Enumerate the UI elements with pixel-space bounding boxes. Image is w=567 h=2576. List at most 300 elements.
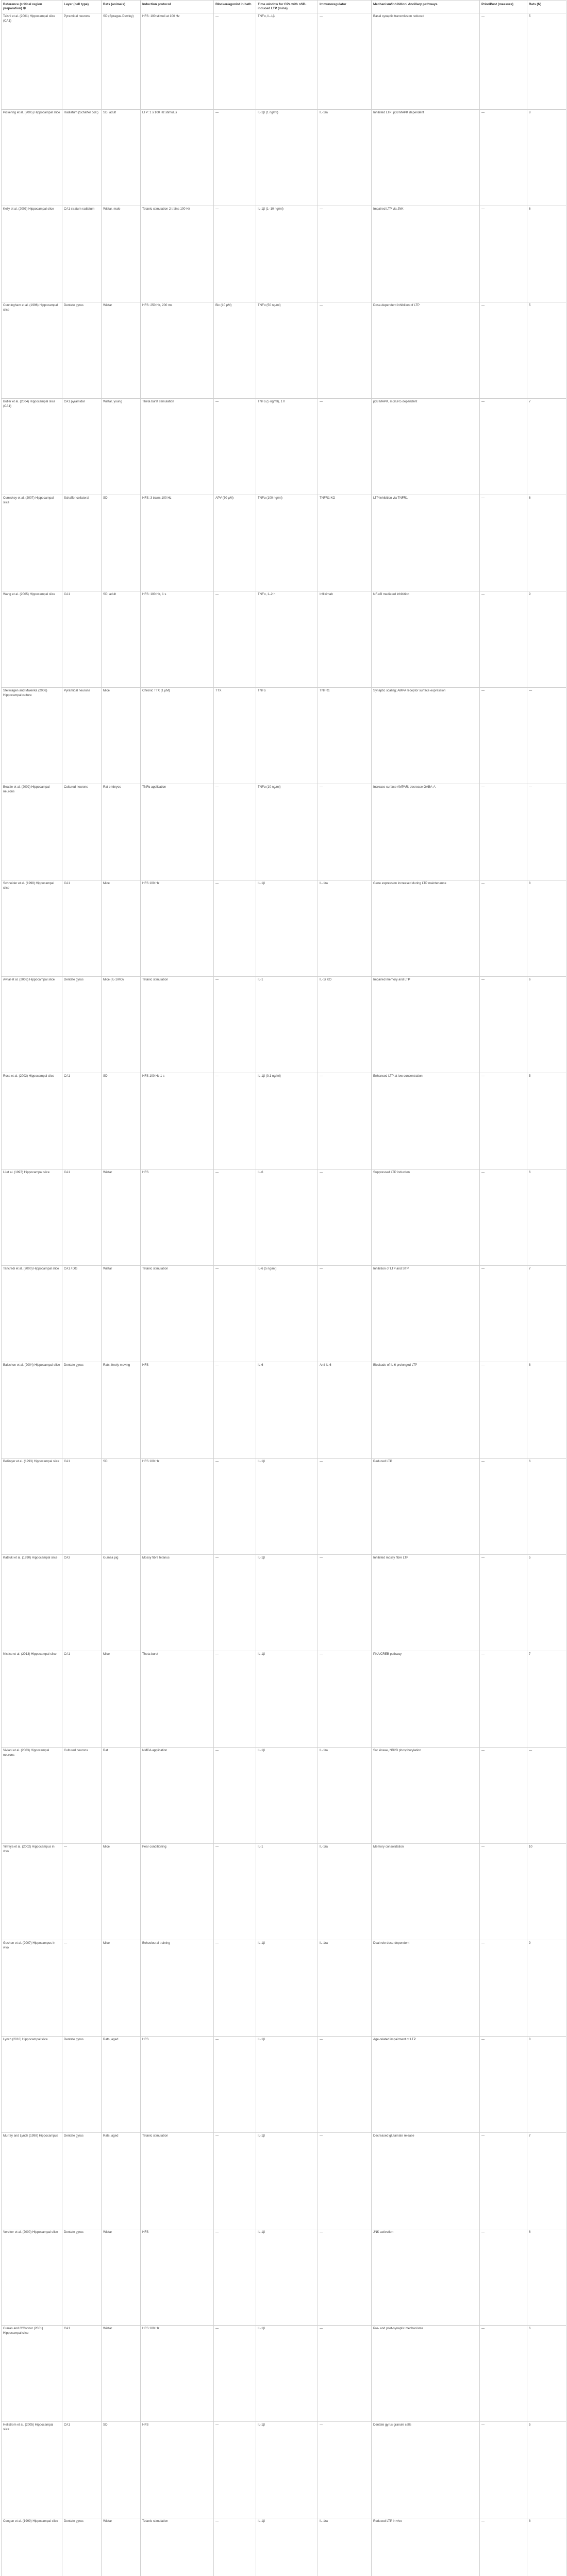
- table-cell: 9: [527, 591, 566, 688]
- table-cell: Dentate gyrus: [62, 977, 102, 1073]
- table-cell: 6: [527, 2229, 566, 2326]
- table-cell: Dentate gyrus: [62, 2518, 102, 2576]
- table-cell: Guinea pig: [102, 1555, 141, 1651]
- table-cell: CA1: [62, 1459, 102, 1555]
- table-cell: IL-1β: [256, 2133, 318, 2229]
- table-cell: Enhanced LTP at low concentration: [372, 1073, 480, 1170]
- table-cell: LTP inhibition via TNFR1: [372, 495, 480, 591]
- table-cell: —: [480, 13, 527, 110]
- table-cell: Wang et al. (2005) Hippocampal slice: [2, 591, 62, 688]
- table-cell: Wistar: [102, 1170, 141, 1266]
- table-cell: Coogan et al. (1999) Hippocampal slice: [2, 2518, 62, 2576]
- table-cell: Mossy fibre tetanus: [141, 1555, 214, 1651]
- table-cell: 7: [527, 399, 566, 495]
- table-cell: HFS: 100 Hz, 1 s: [141, 591, 214, 688]
- table-cell: —: [318, 13, 372, 110]
- table-cell: 8: [527, 2518, 566, 2576]
- table-cell: CA1: [62, 1170, 102, 1266]
- column-header: Immunoregulator: [318, 1, 372, 13]
- table-cell: —: [214, 1651, 256, 1748]
- table-row: [2, 2037, 566, 2133]
- table-cell: IL-1β: [256, 1651, 318, 1748]
- table-cell: IL-1β: [256, 1940, 318, 2037]
- table-cell: Mice: [102, 880, 141, 977]
- table-body: [2, 13, 566, 2576]
- table-cell: —: [480, 880, 527, 977]
- table-cell: —: [214, 2229, 256, 2326]
- table-cell: Pyramidal neurons: [62, 13, 102, 110]
- table-cell: Anti IL-6: [318, 1362, 372, 1459]
- table-cell: CA1: [62, 1651, 102, 1748]
- table-cell: Wistar: [102, 302, 141, 399]
- table-cell: TNFR1: [318, 688, 372, 784]
- table-cell: —: [62, 1940, 102, 2037]
- table-cell: IL-1β: [256, 2326, 318, 2422]
- table-row: [2, 977, 566, 1073]
- table-cell: IL-1r KO: [318, 977, 372, 1073]
- table-cell: Viviani et al. (2003) Hippocampal neurons: [2, 1748, 62, 1844]
- table-cell: Memory consolidation: [372, 1844, 480, 1940]
- table-row: [2, 110, 566, 206]
- table-cell: —: [480, 1940, 527, 2037]
- table-cell: IL-1ra: [318, 110, 372, 206]
- table-cell: —: [318, 1555, 372, 1651]
- table-cell: 7: [527, 1651, 566, 1748]
- table-cell: Nistico et al. (2013) Hippocampal slice: [2, 1651, 62, 1748]
- table-cell: SD: [102, 2422, 141, 2518]
- table-cell: Schaffer collateral: [62, 495, 102, 591]
- table-cell: SD: [102, 1459, 141, 1555]
- table-cell: —: [214, 2326, 256, 2422]
- table-cell: Wistar: [102, 2326, 141, 2422]
- table-cell: Mice: [102, 688, 141, 784]
- table-cell: —: [318, 1073, 372, 1170]
- table-cell: 7: [527, 1266, 566, 1362]
- table-cell: —: [480, 2133, 527, 2229]
- table-cell: —: [480, 591, 527, 688]
- table-cell: Mice: [102, 1844, 141, 1940]
- table-cell: —: [480, 1555, 527, 1651]
- table-cell: CA1: [62, 2422, 102, 2518]
- table-cell: Impaired memory and LTP: [372, 977, 480, 1073]
- table-cell: —: [480, 110, 527, 206]
- table-cell: —: [527, 784, 566, 880]
- table-row: [2, 206, 566, 302]
- table-cell: IL-6: [256, 1362, 318, 1459]
- table-cell: —: [318, 302, 372, 399]
- table-cell: 5: [527, 1555, 566, 1651]
- table-cell: Theta burst: [141, 1651, 214, 1748]
- table-row: [2, 1844, 566, 1940]
- table-cell: —: [480, 302, 527, 399]
- table-cell: Bellinger et al. (1993) Hippocampal slice: [2, 1459, 62, 1555]
- table-cell: IL-1β: [256, 2518, 318, 2576]
- table-cell: Vereker et al. (2000) Hippocampal slice: [2, 2229, 62, 2326]
- column-header: Induction protocol: [141, 1, 214, 13]
- table-cell: TNFα (5 ng/ml), 1 h: [256, 399, 318, 495]
- table-cell: —: [214, 399, 256, 495]
- table-cell: Katsuki et al. (1990) Hippocampal slice: [2, 1555, 62, 1651]
- table-cell: IL-1β: [256, 2422, 318, 2518]
- table-cell: IL-1β: [256, 2037, 318, 2133]
- table-cell: 8: [527, 880, 566, 977]
- table-cell: SD, adult: [102, 591, 141, 688]
- table-cell: Yirmiya et al. (2002) Hippocampus in vivo: [2, 1844, 62, 1940]
- column-header: Time window for CPs with nSD-induced LTP (mins): [256, 1, 318, 13]
- table-cell: CA1: [62, 2326, 102, 2422]
- table-cell: Suppressed LTP induction: [372, 1170, 480, 1266]
- table-cell: CA3: [62, 1555, 102, 1651]
- table-cell: 7: [527, 2133, 566, 2229]
- table-cell: —: [214, 1555, 256, 1651]
- table-cell: Dual role dose-dependent: [372, 1940, 480, 2037]
- table-cell: HFS: [141, 2037, 214, 2133]
- table-cell: —: [480, 2326, 527, 2422]
- column-header: Prior/Post (measure): [480, 1, 527, 13]
- table-cell: —: [318, 1170, 372, 1266]
- table-row: [2, 13, 566, 110]
- column-header: Rats (N): [527, 1, 566, 13]
- table-cell: —: [480, 2037, 527, 2133]
- table-cell: —: [214, 1170, 256, 1266]
- table-cell: TTX: [214, 688, 256, 784]
- table-cell: Goshen et al. (2007) Hippocampus in vivo: [2, 1940, 62, 2037]
- table-cell: HFS: [141, 1170, 214, 1266]
- table-cell: 5: [527, 13, 566, 110]
- table-cell: IL-6 (5 ng/ml): [256, 1266, 318, 1362]
- table-row: [2, 495, 566, 591]
- table-cell: Rats, freely moving: [102, 1362, 141, 1459]
- table-row: [2, 1555, 566, 1651]
- table-cell: LTP: 1 s 100 Hz stimulus: [141, 110, 214, 206]
- table-cell: IL-1β (0.1 ng/ml): [256, 1073, 318, 1170]
- table-row: [2, 1073, 566, 1170]
- table-cell: HFS 100 Hz 1 s: [141, 1073, 214, 1170]
- table-cell: —: [214, 1266, 256, 1362]
- table-cell: TNFα, IL-1β: [256, 13, 318, 110]
- table-cell: TNFα, 1–2 h: [256, 591, 318, 688]
- table-cell: 10: [527, 1844, 566, 1940]
- table-cell: Li et al. (1997) Hippocampal slice: [2, 1170, 62, 1266]
- table-cell: —: [480, 2422, 527, 2518]
- table-cell: CA1: [62, 1073, 102, 1170]
- table-cell: —: [318, 2229, 372, 2326]
- table-cell: 8: [527, 2037, 566, 2133]
- table-row: [2, 1651, 566, 1748]
- table-cell: 8: [527, 110, 566, 206]
- table-cell: Rat: [102, 1748, 141, 1844]
- table-cell: Dentate gyrus: [62, 2229, 102, 2326]
- table-cell: Ross et al. (2003) Hippocampal slice: [2, 1073, 62, 1170]
- table-cell: 6: [527, 495, 566, 591]
- table-cell: IL-1ra: [318, 1940, 372, 2037]
- table-cell: Inhibited mossy fibre LTP: [372, 1555, 480, 1651]
- table-cell: —: [318, 2422, 372, 2518]
- table-cell: Stellwagen and Malenka (2006) Hippocampal culture: [2, 688, 62, 784]
- table-cell: Bic (10 µM): [214, 302, 256, 399]
- table-row: [2, 1459, 566, 1555]
- table-cell: 5: [527, 1073, 566, 1170]
- table-cell: —: [214, 1844, 256, 1940]
- table-cell: TNFα (10 ng/ml): [256, 784, 318, 880]
- table-cell: CA1 stratum radiatum: [62, 206, 102, 302]
- table-cell: Fear conditioning: [141, 1844, 214, 1940]
- table-cell: —: [527, 1748, 566, 1844]
- table-cell: HFS 100 Hz: [141, 880, 214, 977]
- table-cell: PKA/CREB pathway: [372, 1651, 480, 1748]
- table-cell: Radiatum (Schaffer coll.): [62, 110, 102, 206]
- table-cell: Mice (IL-1rKO): [102, 977, 141, 1073]
- table-cell: CA1 / DG: [62, 1266, 102, 1362]
- table-cell: —: [318, 2133, 372, 2229]
- table-row: [2, 880, 566, 977]
- table-row: [2, 2133, 566, 2229]
- table-cell: SD (Sprague-Dawley): [102, 13, 141, 110]
- table-cell: —: [214, 1748, 256, 1844]
- table-cell: IL-1ra: [318, 2518, 372, 2576]
- table-cell: Cultured neurons: [62, 784, 102, 880]
- table-cell: CA1: [62, 880, 102, 977]
- table-cell: Gene expression increased during LTP maintenance: [372, 880, 480, 977]
- table-row: [2, 2422, 566, 2518]
- table-row: [2, 591, 566, 688]
- table-cell: HFS 100 Hz: [141, 1459, 214, 1555]
- table-cell: Mice: [102, 1651, 141, 1748]
- table-cell: —: [480, 1459, 527, 1555]
- column-header: Reference (critical region preparation) ②: [2, 1, 62, 13]
- table-cell: —: [214, 784, 256, 880]
- table-cell: IL-1β: [256, 880, 318, 977]
- table-cell: —: [480, 206, 527, 302]
- table-cell: —: [214, 2133, 256, 2229]
- table-cell: IL-1β (1–10 ng/ml): [256, 206, 318, 302]
- table-cell: Inhibited LTP; p38 MAPK dependent: [372, 110, 480, 206]
- table-cell: —: [214, 13, 256, 110]
- table-cell: —: [480, 399, 527, 495]
- table-row: [2, 2229, 566, 2326]
- table-cell: —: [318, 1651, 372, 1748]
- table-cell: HFS 100 Hz: [141, 2326, 214, 2422]
- table-cell: Dentate gyrus granule cells: [372, 2422, 480, 2518]
- table-cell: IL-1β: [256, 1459, 318, 1555]
- table-cell: Impaired LTP via JNK: [372, 206, 480, 302]
- table-cell: Pre- and post-synaptic mechanisms: [372, 2326, 480, 2422]
- table-cell: —: [214, 2518, 256, 2576]
- table-cell: 6: [527, 2326, 566, 2422]
- table-cell: —: [214, 977, 256, 1073]
- table-cell: Dentate gyrus: [62, 2037, 102, 2133]
- table-cell: —: [214, 1459, 256, 1555]
- table-cell: Tetanic stimulation 2 trains 100 Hz: [141, 206, 214, 302]
- table-cell: 5: [527, 2422, 566, 2518]
- table-cell: 6: [527, 1170, 566, 1266]
- table-cell: —: [214, 2037, 256, 2133]
- table-cell: Cunningham et al. (1996) Hippocampal slice: [2, 302, 62, 399]
- table-cell: Avital et al. (2003) Hippocampal slice: [2, 977, 62, 1073]
- table-cell: Rats, aged: [102, 2037, 141, 2133]
- table-cell: Inhibition of LTP and STP: [372, 1266, 480, 1362]
- table-cell: Blockade of IL-6 prolonged LTP: [372, 1362, 480, 1459]
- table-cell: SD, adult: [102, 110, 141, 206]
- table-cell: Dentate gyrus: [62, 1362, 102, 1459]
- table-cell: Pickering et al. (2005) Hippocampal slice: [2, 110, 62, 206]
- table-cell: —: [527, 688, 566, 784]
- table-cell: IL-1ra: [318, 880, 372, 977]
- table-cell: Hellstrom et al. (2005) Hippocampal slice: [2, 2422, 62, 2518]
- table-row: [2, 2326, 566, 2422]
- column-header: Mechanism/inhibition/ Ancillary pathways: [372, 1, 480, 13]
- table-cell: Lynch (2010) Hippocampal slice: [2, 2037, 62, 2133]
- table-cell: Butler et al. (2004) Hippocampal slice (CA1): [2, 399, 62, 495]
- table-cell: —: [214, 1073, 256, 1170]
- table-cell: TNFα: [256, 688, 318, 784]
- table-cell: Dose-dependent inhibition of LTP: [372, 302, 480, 399]
- table-cell: Dentate gyrus: [62, 2133, 102, 2229]
- table-cell: —: [214, 110, 256, 206]
- table-cell: Rats, aged: [102, 2133, 141, 2229]
- table-cell: IL-1β: [256, 1555, 318, 1651]
- table-cell: —: [318, 784, 372, 880]
- table-row: [2, 1266, 566, 1362]
- data-table: [1, 0, 566, 2576]
- table-cell: —: [480, 2518, 527, 2576]
- table-cell: —: [480, 688, 527, 784]
- table-cell: IL-1β: [256, 1748, 318, 1844]
- table-cell: —: [214, 880, 256, 977]
- table-cell: TNFα (100 ng/ml): [256, 495, 318, 591]
- table-cell: Reduced LTP: [372, 1459, 480, 1555]
- table-cell: Age-related impairment of LTP: [372, 2037, 480, 2133]
- table-cell: —: [214, 206, 256, 302]
- table-cell: Wistar: [102, 1266, 141, 1362]
- table-cell: Theta burst stimulation: [141, 399, 214, 495]
- table-cell: SD: [102, 495, 141, 591]
- table-cell: HFS: 250 Hz, 200 ms: [141, 302, 214, 399]
- table-cell: —: [318, 2326, 372, 2422]
- table-cell: —: [318, 2037, 372, 2133]
- table-cell: —: [480, 977, 527, 1073]
- table-cell: HFS: 100 stimuli at 100 Hz: [141, 13, 214, 110]
- table-cell: Tetanic stimulation: [141, 977, 214, 1073]
- table-row: [2, 2518, 566, 2576]
- table-cell: —: [214, 591, 256, 688]
- table-cell: HFS: [141, 2422, 214, 2518]
- table-cell: p38 MAPK, mGluR5 dependent: [372, 399, 480, 495]
- table-cell: TNFα (50 ng/ml): [256, 302, 318, 399]
- table-cell: CA1: [62, 591, 102, 688]
- table-cell: APV (50 µM): [214, 495, 256, 591]
- table-cell: —: [318, 1266, 372, 1362]
- table-cell: Wistar, young: [102, 399, 141, 495]
- table-cell: —: [480, 495, 527, 591]
- table-cell: 6: [527, 206, 566, 302]
- table-header-row: [2, 1, 566, 13]
- table-row: [2, 1940, 566, 2037]
- table-cell: —: [480, 1170, 527, 1266]
- table-cell: —: [480, 1748, 527, 1844]
- table-row: [2, 1170, 566, 1266]
- table-cell: TNFα application: [141, 784, 214, 880]
- table-cell: Pyramidal neurons: [62, 688, 102, 784]
- table-cell: —: [480, 1266, 527, 1362]
- table-cell: Curran and O'Connor (2001) Hippocampal slice: [2, 2326, 62, 2422]
- table-cell: HFS: [141, 2229, 214, 2326]
- table-cell: Taishi et al. (2001) Hippocampal slice (CA1): [2, 13, 62, 110]
- table-cell: Chronic TTX (1 µM): [141, 688, 214, 784]
- table-cell: JNK activation: [372, 2229, 480, 2326]
- table-cell: —: [480, 2229, 527, 2326]
- table-row: [2, 302, 566, 399]
- table-cell: IL-1ra: [318, 1844, 372, 1940]
- table-cell: Tetanic stimulation: [141, 2133, 214, 2229]
- table-row: [2, 784, 566, 880]
- table-row: [2, 1748, 566, 1844]
- table-cell: —: [214, 1362, 256, 1459]
- table-cell: 6: [527, 977, 566, 1073]
- table-cell: NF-κB mediated inhibition: [372, 591, 480, 688]
- table-cell: Src kinase, NR2B phosphorylation: [372, 1748, 480, 1844]
- table-cell: 8: [527, 1362, 566, 1459]
- column-header: Blocker/agonist in bath: [214, 1, 256, 13]
- table-cell: Wistar: [102, 2518, 141, 2576]
- table-cell: —: [62, 1844, 102, 1940]
- table-cell: Tetanic stimulation: [141, 2518, 214, 2576]
- table-cell: Balschun et al. (2004) Hippocampal slice: [2, 1362, 62, 1459]
- table-cell: —: [480, 1073, 527, 1170]
- table-cell: CA1 pyramidal: [62, 399, 102, 495]
- table-cell: Dentate gyrus: [62, 302, 102, 399]
- table-cell: —: [480, 1844, 527, 1940]
- table-cell: —: [480, 1362, 527, 1459]
- table-cell: IL-1β (1 ng/ml): [256, 110, 318, 206]
- table-cell: Wistar, male: [102, 206, 141, 302]
- table-cell: —: [214, 2422, 256, 2518]
- table-cell: Schneider et al. (1998) Hippocampal slice: [2, 880, 62, 977]
- table-cell: IL-6: [256, 1170, 318, 1266]
- table-cell: Wistar: [102, 2229, 141, 2326]
- table-cell: TNFR1 KO: [318, 495, 372, 591]
- table-cell: —: [318, 1459, 372, 1555]
- table-cell: —: [480, 1651, 527, 1748]
- table-cell: Mice: [102, 1940, 141, 2037]
- table-cell: Decreased glutamate release: [372, 2133, 480, 2229]
- table-cell: Tancredi et al. (2000) Hippocampal slice: [2, 1266, 62, 1362]
- table-cell: 6: [527, 1459, 566, 1555]
- table-cell: Basal synaptic transmission reduced: [372, 13, 480, 110]
- table-row: [2, 688, 566, 784]
- table-cell: SD: [102, 1073, 141, 1170]
- table-cell: IL-1β: [256, 2229, 318, 2326]
- table-cell: Cultured neurons: [62, 1748, 102, 1844]
- table-cell: IL-1: [256, 977, 318, 1073]
- table-cell: Tetanic stimulation: [141, 1266, 214, 1362]
- table-cell: IL-1ra: [318, 1748, 372, 1844]
- table-cell: HFS: 3 trains 100 Hz: [141, 495, 214, 591]
- table-cell: —: [480, 784, 527, 880]
- table-cell: Murray and Lynch (1998) Hippocampus: [2, 2133, 62, 2229]
- table-cell: HFS: [141, 1362, 214, 1459]
- table-cell: Behavioural training: [141, 1940, 214, 2037]
- table-row: [2, 399, 566, 495]
- column-header: Rats (animals): [102, 1, 141, 13]
- table-cell: IL-1: [256, 1844, 318, 1940]
- table-cell: 9: [527, 1940, 566, 2037]
- table-cell: Cumiskey et al. (2007) Hippocampal slice: [2, 495, 62, 591]
- table-cell: Reduced LTP in vivo: [372, 2518, 480, 2576]
- column-header: Layer (cell type): [62, 1, 102, 13]
- table-cell: —: [318, 206, 372, 302]
- table-cell: Kelly et al. (2003) Hippocampal slice: [2, 206, 62, 302]
